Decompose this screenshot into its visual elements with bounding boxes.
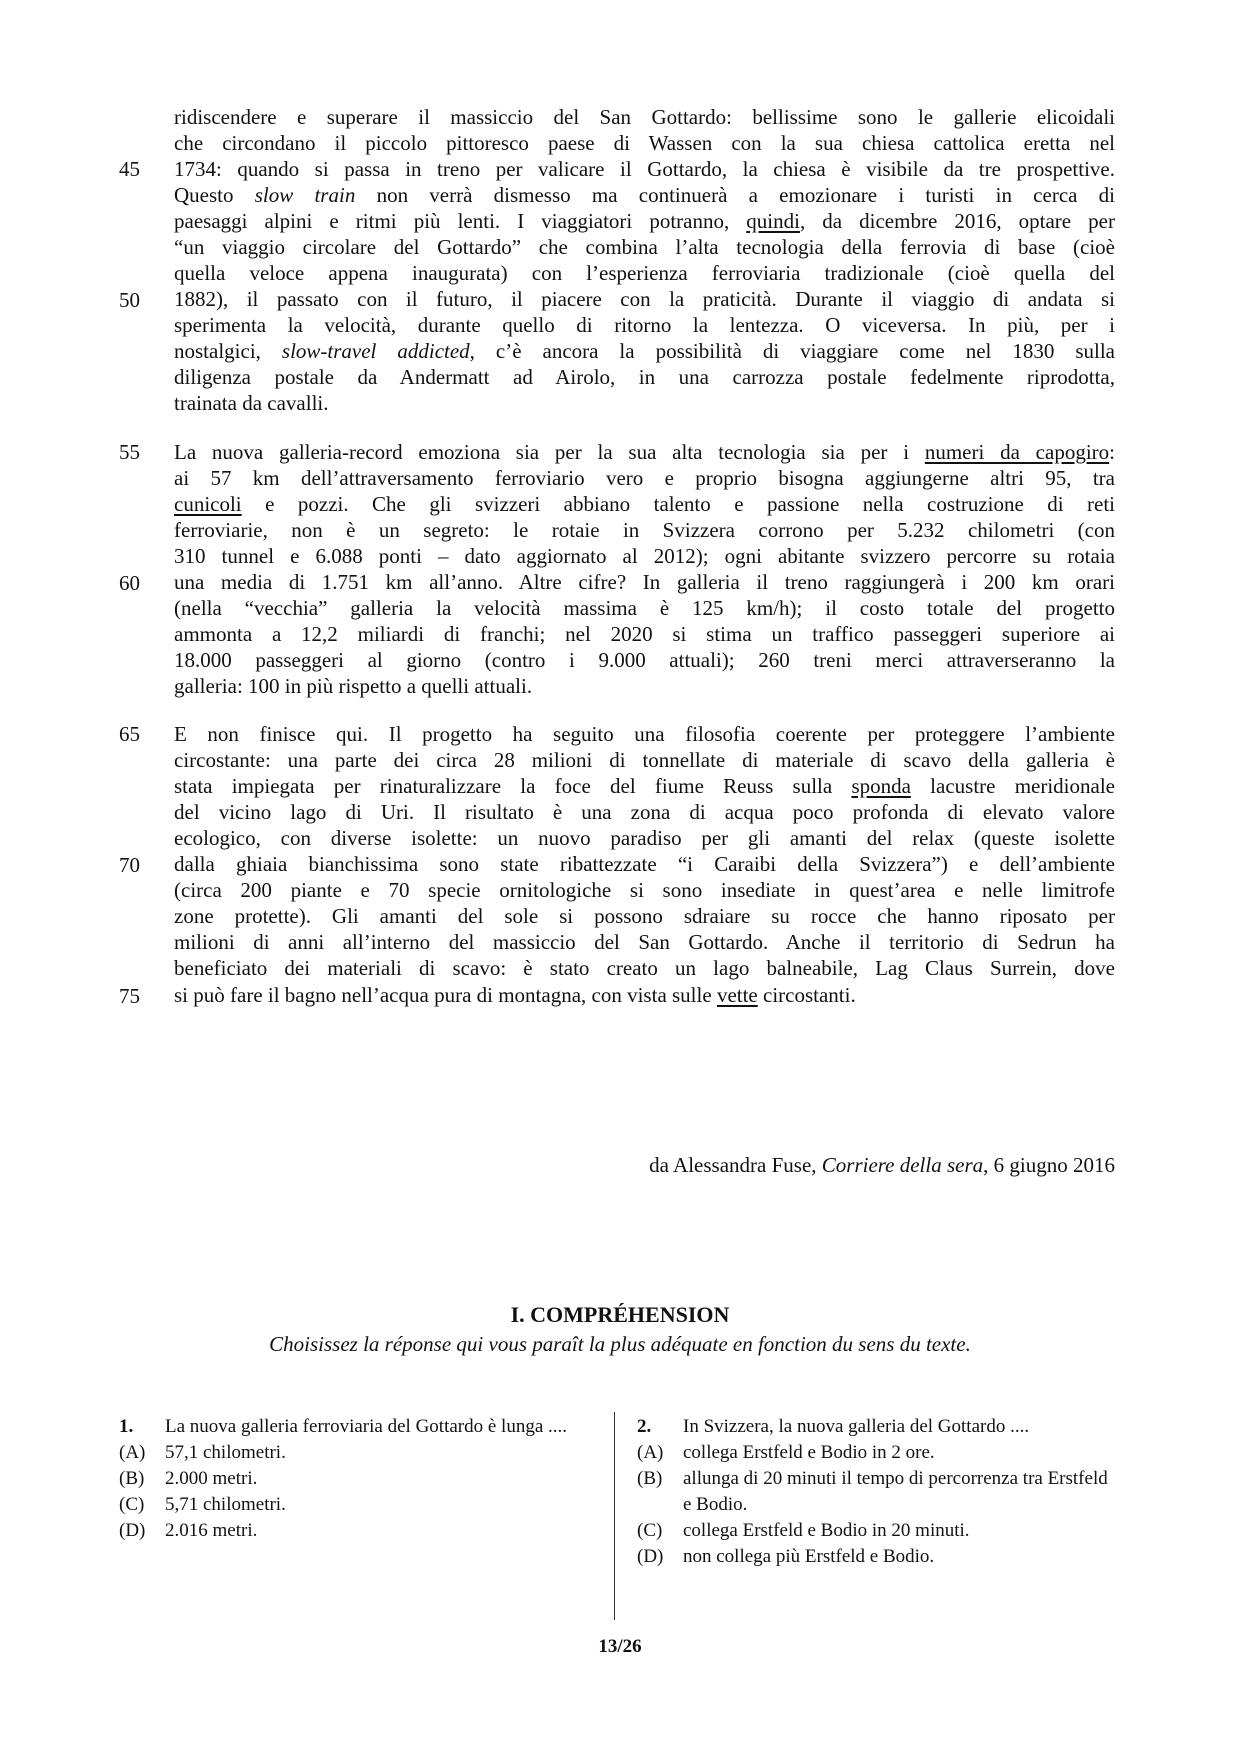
passage-line: beneficiato dei materiali di scavo: è stato creato un lago balneabile, Lag Claus Surrein, dove bbox=[174, 956, 1115, 980]
passage-line: diligenza postale da Andermatt ad Airolo, in una carrozza postale fedelmente riprodotta, bbox=[174, 365, 1115, 389]
option-key: (C) bbox=[637, 1520, 663, 1541]
question-stem: La nuova galleria ferroviaria del Gottardo è lunga .... bbox=[165, 1416, 567, 1437]
text-run: stata impiegata per rinaturalizzare la foce del fiume Reuss sulla bbox=[174, 774, 833, 798]
line-number: 55 bbox=[119, 440, 140, 464]
passage-line bbox=[174, 181, 1115, 210]
text-run: , c’è ancora la possibilità di viaggiare come nel 1830 sulla bbox=[469, 339, 1115, 363]
option-key: (B) bbox=[119, 1468, 145, 1489]
line-number: 60 bbox=[119, 571, 140, 595]
option-key: (B) bbox=[637, 1468, 663, 1489]
answer-option[interactable] bbox=[637, 1466, 1118, 1518]
source-prefix: da Alessandra Fuse, bbox=[649, 1153, 817, 1177]
option-key: (A) bbox=[637, 1442, 664, 1463]
option-text: allunga di 20 minuti il tempo di percorrenza tra Erstfeld e Bodio. bbox=[683, 1468, 1108, 1515]
passage-line: ridiscendere e superare il massiccio del San Gottardo: bellissime sono le gallerie elicoidali bbox=[174, 105, 1115, 129]
passage-line: ai 57 km dell’attraversamento ferroviario vero e proprio bisogna aggiungerne altri 95, tra bbox=[174, 466, 1115, 490]
question-stem: In Svizzera, la nuova galleria del Gottardo .... bbox=[683, 1416, 1030, 1437]
passage-line: galleria: 100 in più rispetto a quelli attuali. bbox=[174, 674, 533, 698]
italic-term: slow-travel addicted bbox=[281, 339, 470, 363]
text-run: Questo bbox=[174, 183, 234, 207]
text-run: si può fare il bagno nell’acqua pura di montagna, con vista sulle bbox=[174, 983, 712, 1007]
text-run: paesaggi alpini e ritmi più lenti. I viaggiatori potranno, bbox=[174, 209, 730, 233]
option-key: (D) bbox=[119, 1520, 146, 1541]
passage-line bbox=[174, 207, 1115, 236]
line-number: 45 bbox=[119, 157, 140, 181]
passage-line: del vicino lago di Uri. Il risultato è una zona di acqua poco profonda di elevato valore bbox=[174, 800, 1115, 824]
line-number: 75 bbox=[119, 984, 140, 1008]
answer-option[interactable] bbox=[119, 1466, 591, 1492]
passage-line: ferroviarie, non è un segreto: le rotaie in Svizzera corrono per 5.232 chilometri (con bbox=[174, 518, 1115, 542]
option-text: collega Erstfeld e Bodio in 2 ore. bbox=[683, 1442, 935, 1463]
option-text: 5,71 chilometri. bbox=[165, 1494, 286, 1515]
underlined-word: cunicoli bbox=[174, 492, 242, 516]
option-key: (D) bbox=[637, 1546, 664, 1567]
question-number: 2. bbox=[637, 1416, 652, 1437]
text-run: e pozzi. Che gli svizzeri abbiano talento e passione nella costruzione di reti bbox=[265, 492, 1116, 516]
italic-term: slow train bbox=[254, 183, 356, 207]
passage-line bbox=[174, 438, 1115, 467]
page-number: 13/26 bbox=[598, 1636, 642, 1657]
answer-option[interactable] bbox=[637, 1440, 1118, 1466]
section-title: I. COMPRÉHENSION bbox=[510, 1302, 730, 1327]
passage-line bbox=[174, 772, 1115, 801]
passage-line: 1882), il passato con il futuro, il piacere con la praticità. Durante il viaggio di andata si bbox=[174, 287, 1115, 311]
passage-line: zone protette). Gli amanti del sole si possono sdraiare su rocce che hanno riposato per bbox=[174, 904, 1115, 928]
question-number: 1. bbox=[119, 1416, 134, 1437]
column-divider bbox=[614, 1412, 615, 1620]
text-run: circostanti. bbox=[763, 983, 856, 1007]
underlined-word: numeri da capogiro bbox=[924, 440, 1110, 464]
passage-line: 1734: quando si passa in treno per valicare il Gottardo, la chiesa è visibile da tre prospettive. bbox=[174, 157, 1115, 181]
text-run: : bbox=[1109, 440, 1115, 464]
option-text: non collega più Erstfeld e Bodio. bbox=[683, 1546, 935, 1567]
passage-line: milioni di anni all’interno del massiccio del San Gottardo. Anche il territorio di Sedrun ha bbox=[174, 930, 1115, 954]
line-number: 50 bbox=[119, 288, 140, 312]
text-run: lacustre meridionale bbox=[930, 774, 1115, 798]
answer-option[interactable] bbox=[119, 1518, 591, 1544]
passage-line: (circa 200 piante e 70 specie ornitologiche si sono insediate in quest’area e nelle limitrofe bbox=[174, 878, 1115, 902]
answer-option[interactable] bbox=[637, 1544, 1118, 1570]
passage-line: 18.000 passeggeri al giorno (contro i 9.000 attuali); 260 treni merci attraverseranno la bbox=[174, 648, 1115, 672]
passage-line bbox=[174, 981, 1115, 1010]
passage-line: “un viaggio circolare del Gottardo” che combina l’alta tecnologia della ferrovia di base (cioè bbox=[174, 235, 1115, 259]
line-number: 70 bbox=[119, 853, 140, 877]
passage-line bbox=[174, 490, 1115, 519]
underlined-word: vette bbox=[716, 983, 758, 1007]
question-stem-row bbox=[637, 1414, 1118, 1440]
underlined-word: quindi bbox=[746, 209, 800, 233]
underlined-word: sponda bbox=[851, 774, 911, 798]
passage-line: ecologico, con diverse isolette: un nuovo paradiso per gli amanti del relax (queste isolette bbox=[174, 826, 1115, 850]
question-2 bbox=[637, 1414, 1118, 1570]
section-instruction: Choisissez la réponse qui vous paraît la plus adéquate en fonction du sens du texte. bbox=[269, 1332, 971, 1356]
option-text: 2.016 metri. bbox=[165, 1520, 258, 1541]
text-run: nostalgici, bbox=[174, 339, 261, 363]
option-key: (C) bbox=[119, 1494, 145, 1515]
passage-line: una media di 1.751 km all’anno. Altre cifre? In galleria il treno raggiungerà i 200 km orari bbox=[174, 570, 1115, 594]
option-key: (A) bbox=[119, 1442, 146, 1463]
passage-line: (nella “vecchia” galleria la velocità massima è 125 km/h); il costo totale del progetto bbox=[174, 596, 1115, 620]
option-text: 2.000 metri. bbox=[165, 1468, 258, 1489]
text-run: La nuova galleria-record emoziona sia per la sua alta tecnologia sia per i bbox=[174, 440, 910, 464]
source-publication: Corriere della sera bbox=[821, 1153, 984, 1177]
answer-option[interactable] bbox=[119, 1492, 591, 1518]
passage-line: ammonta a 12,2 miliardi di franchi; nel 2020 si stima un traffico passeggeri superiore ai bbox=[174, 622, 1115, 646]
passage-line: che circondano il piccolo pittoresco paese di Wassen con la sua chiesa cattolica eretta nel bbox=[174, 131, 1115, 155]
passage-line: sperimenta la velocità, durante quello di ritorno la lentezza. O viceversa. In più, per i bbox=[174, 313, 1115, 337]
source-attribution bbox=[649, 1151, 1115, 1180]
source-date: , 6 giugno 2016 bbox=[983, 1153, 1115, 1177]
text-run: , da dicembre 2016, optare per bbox=[799, 209, 1115, 233]
option-text: collega Erstfeld e Bodio in 20 minuti. bbox=[683, 1520, 970, 1541]
passage-line bbox=[174, 337, 1115, 366]
option-text: 57,1 chilometri. bbox=[165, 1442, 286, 1463]
passage-line: 310 tunnel e 6.088 ponti – dato aggiornato al 2012); ogni abitante svizzero percorre su rotaia bbox=[174, 544, 1115, 568]
passage-line: E non finisce qui. Il progetto ha seguito una filosofia coerente per proteggere l’ambiente bbox=[174, 722, 1115, 746]
passage-line: trainata da cavalli. bbox=[174, 391, 329, 415]
passage-line: circostante: una parte dei circa 28 milioni di tonnellate di materiale di scavo della galleria è bbox=[174, 748, 1115, 772]
answer-option[interactable] bbox=[637, 1518, 1118, 1544]
question-1 bbox=[119, 1414, 591, 1544]
text-run: non verrà dismesso ma continuerà a emozionare i turisti in cerca di bbox=[376, 183, 1116, 207]
passage-line: quella veloce appena inaugurata) con l’esperienza ferroviaria tradizionale (cioè quella del bbox=[174, 261, 1115, 285]
passage-line: dalla ghiaia bianchissima sono state ribattezzate “i Caraibi della Svizzera”) e dell’ambiente bbox=[174, 852, 1115, 876]
question-stem-row bbox=[119, 1414, 591, 1440]
answer-option[interactable] bbox=[119, 1440, 591, 1466]
line-number: 65 bbox=[119, 722, 140, 746]
